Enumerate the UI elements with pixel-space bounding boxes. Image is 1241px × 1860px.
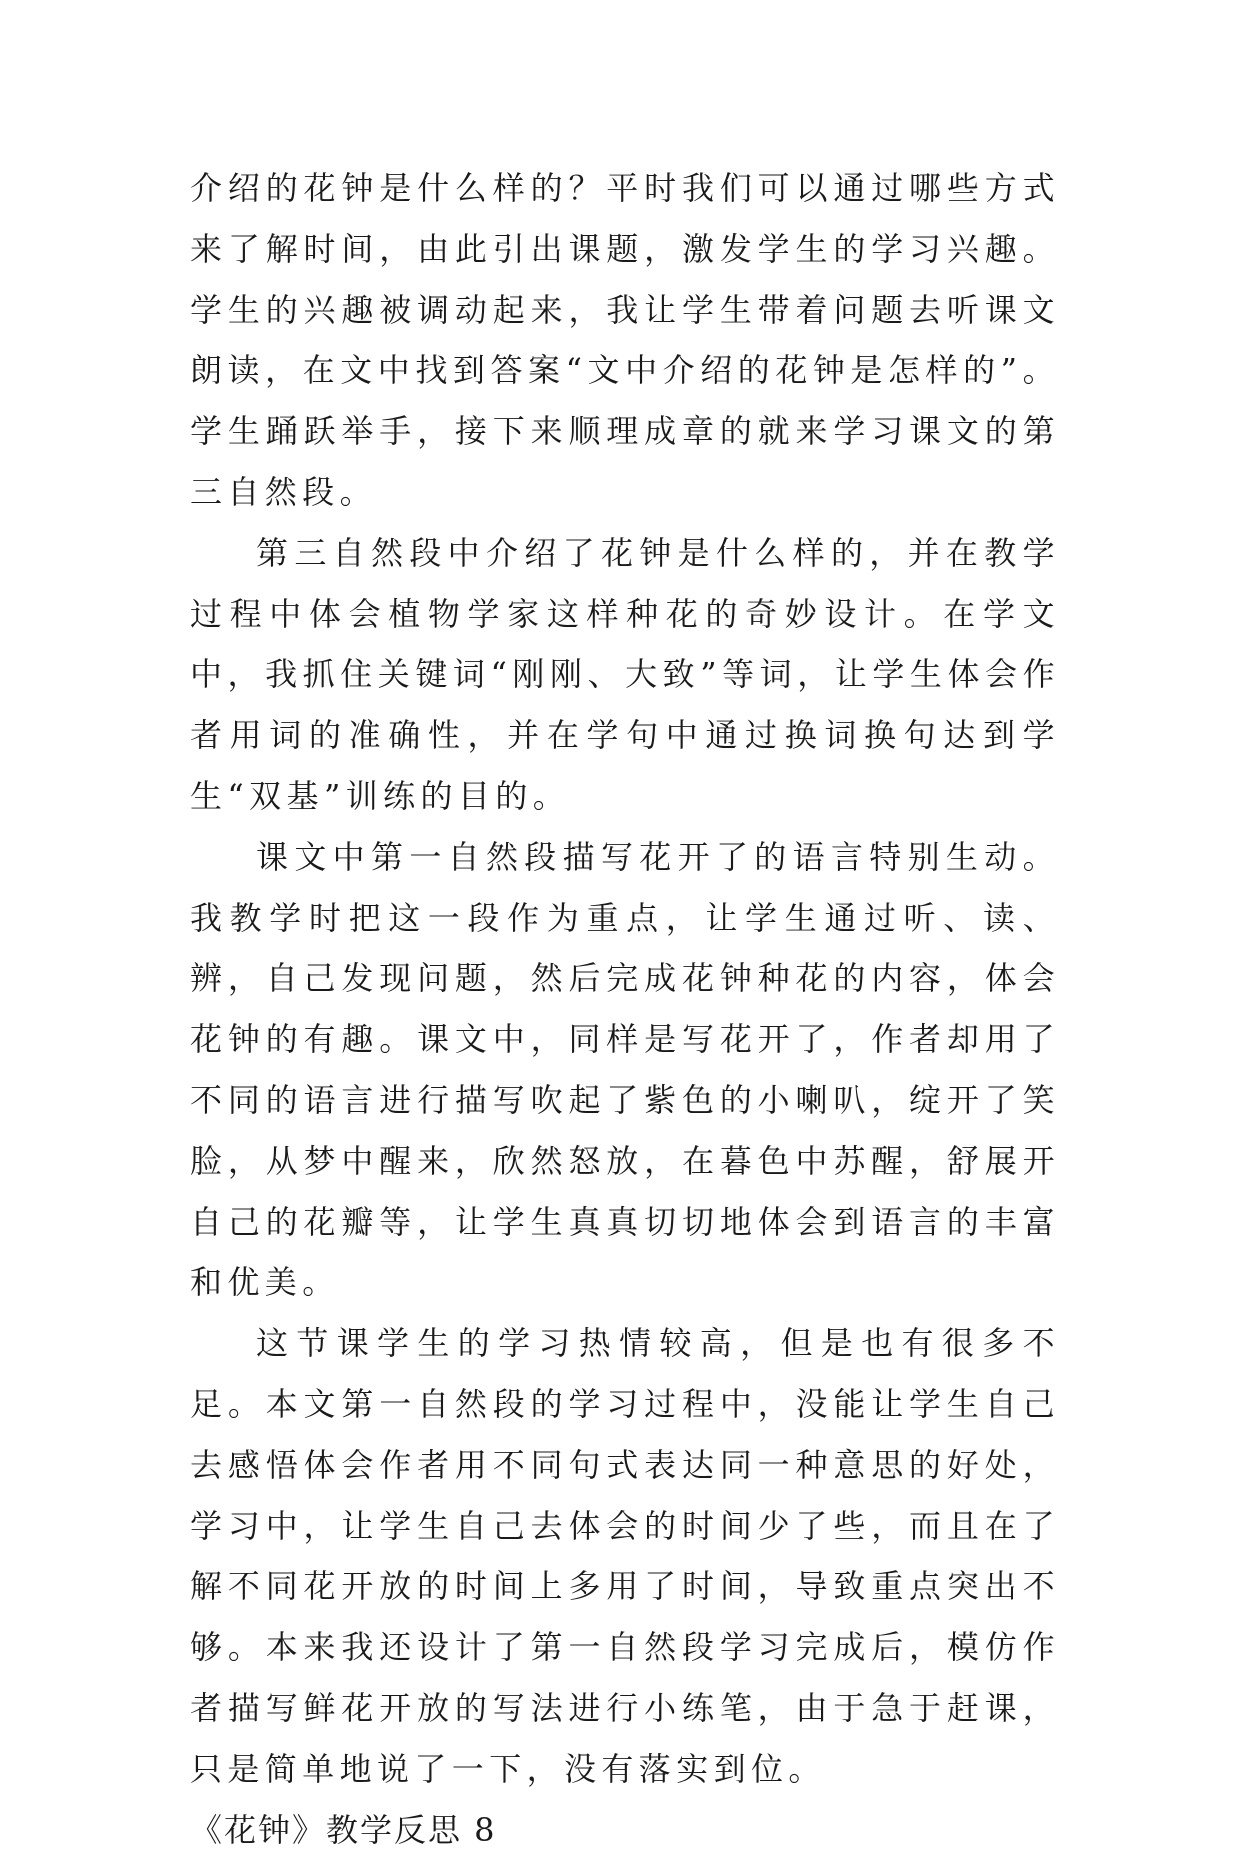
paragraph-continuation: 介绍的花钟是什么样的？平时我们可以通过哪些方式来了解时间，由此引出课题，激发学生的学习兴趣。学生的兴趣被调动起来，我让学生带着问题去听课文朗读，在文中找到答案“文中介绍的花钟是怎样的”。学生踊跃举手，接下来顺理成章的就来学习课文的第三自然段。	[190, 169, 1060, 511]
paragraph-third-section: 第三自然段中介绍了花钟是什么样的，并在教学过程中体会植物学家这样种花的奇妙设计。在学文中，我抓住关键词“刚刚、大致”等词，让学生体会作者用词的准确性，并在学句中通过换词换句达到学生“双基”训练的目的。	[190, 533, 1060, 815]
paragraph-first-section: 课文中第一自然段描写花开了的语言特别生动。我教学时把这一段作为重点，让学生通过听、读、辨，自己发现问题，然后完成花钟种花的内容，体会花钟的有趣。课文中，同样是写花开了，作者却用了不同的语言进行描写吹起了紫色的小喇叭，绽开了笑脸，从梦中醒来，欣然怒放，在暮色中苏醒，舒展开自己的花瓣等，让学生真真切切地体会到语言的丰富和优美。	[190, 837, 1060, 1302]
paragraph-shortcomings: 这节课学生的学习热情较高，但是也有很多不足。本文第一自然段的学习过程中，没能让学生自己去感悟体会作者用不同句式表达同一种意思的好处，学习中，让学生自己去体会的时间少了些，而且在了解不同花开放的时间上多用了时间，导致重点突出不够。本来我还设计了第一自然段学习完成后，模仿作者描写鲜花开放的写法进行小练笔，由于急于赶课，只是简单地说了一下，没有落实到位。	[190, 1324, 1060, 1788]
document-body	[190, 158, 1060, 1860]
section-heading: 《花钟》教学反思 8	[190, 1810, 497, 1849]
